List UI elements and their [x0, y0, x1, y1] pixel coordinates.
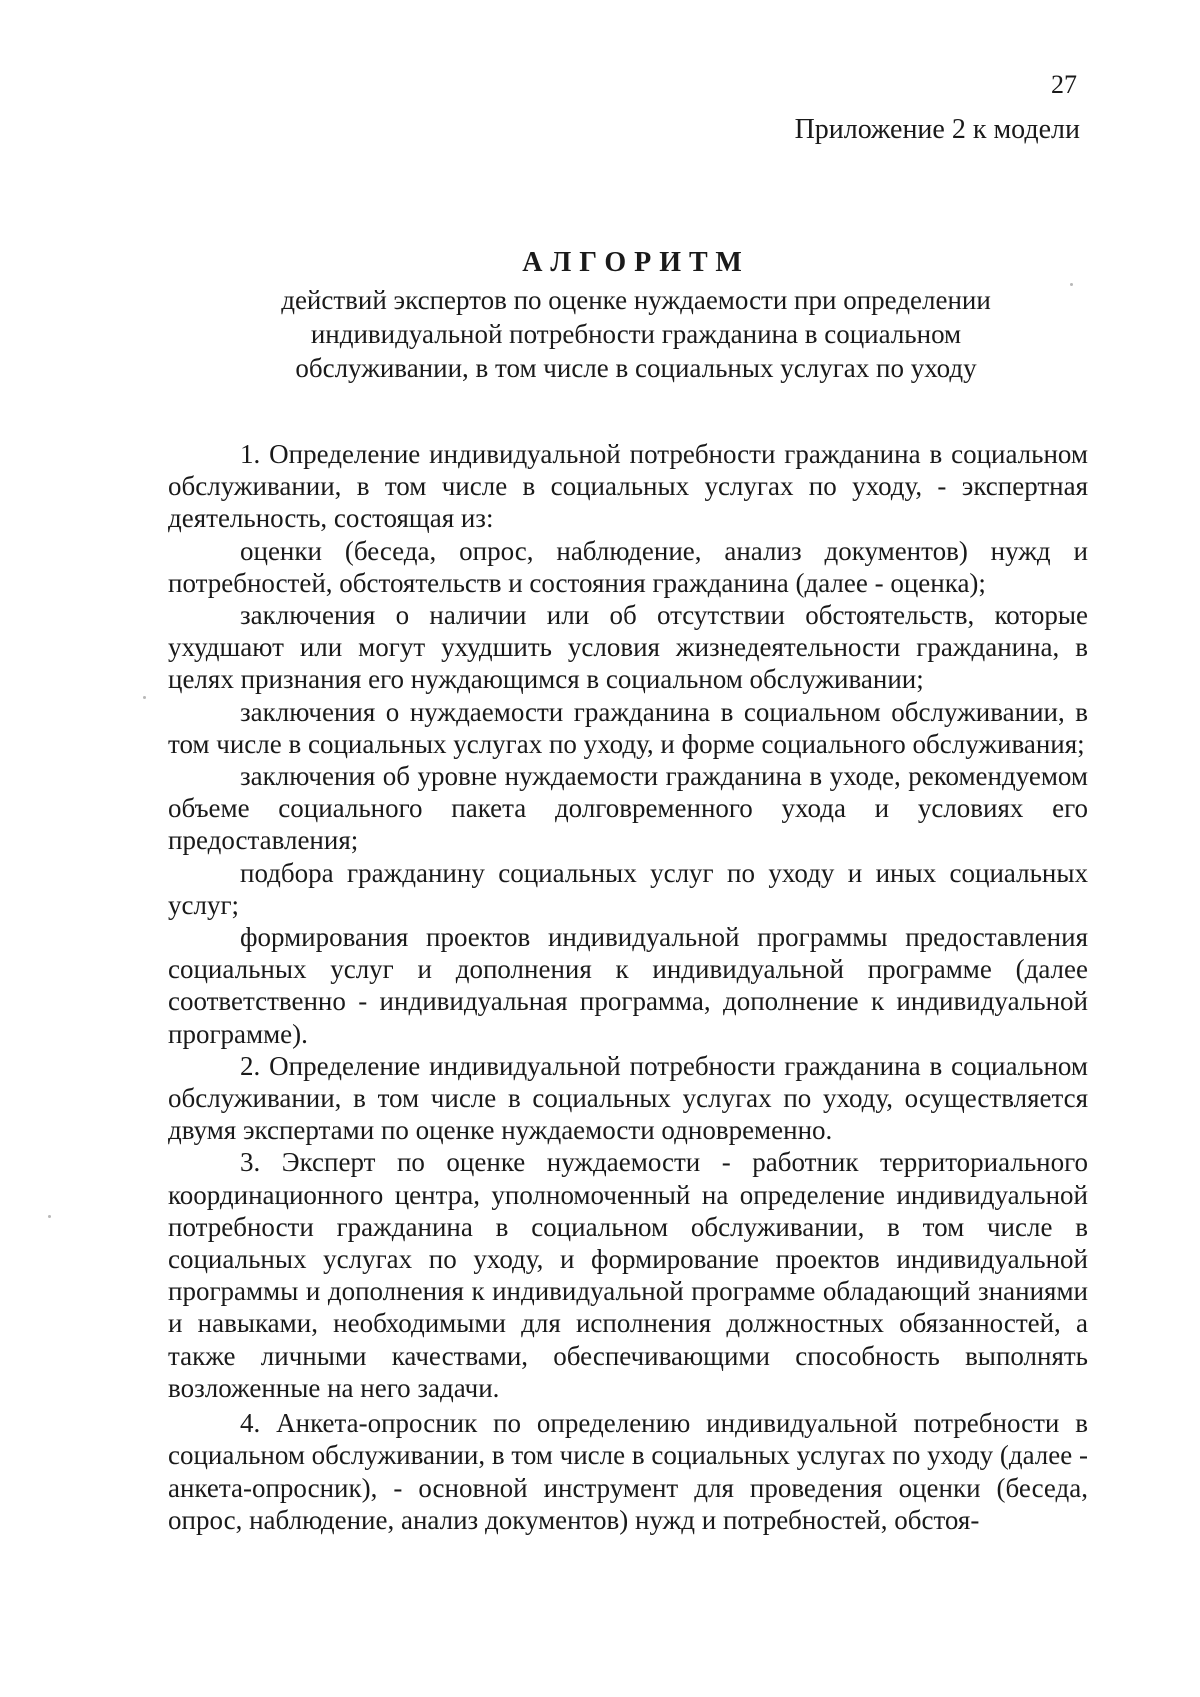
paragraph-1-item-circumstances: заключения о наличии или об отсутствии обстоятельств, которые ухудшают или могут ухудшить условия жизнедеятельности гражданина, в целях признания его нуждающимся в социальном обслуживании; [168, 600, 1088, 695]
page-number: 27 [1051, 70, 1077, 99]
paragraph-1: 1. Определение индивидуальной потребности гражданина в социальном обслуживании, в том числе в социальных услугах по уходу, - экспертная деятельность, состоящая из: [168, 439, 1088, 534]
paragraph-1-item-program: формирования проектов индивидуальной программы предоставления социальных услуг и дополнения к индивидуальной программе (далее соответственно - индивидуальная программа, дополнение к индивидуальной программе). [168, 922, 1088, 1049]
paragraph-4: 4. Анкета-опросник по определению индивидуальной потребности в социальном обслуживании, в том числе в социальных услугах по уходу (далее - анкета-опросник), - основной инструмент для проведения оценки (беседа, опрос, наблюдение, анализ документов) нужд и потребностей, обстоя- [168, 1408, 1088, 1535]
paragraph-1-item-assessment: оценки (беседа, опрос, наблюдение, анализ документов) нужд и потребностей, обстоятельств и состояния гражданина (далее - оценка); [168, 535, 1088, 598]
scan-speck [143, 696, 146, 699]
document-body [168, 438, 1088, 1536]
paragraph-1-item-selection: подбора гражданину социальных услуг по уходу и иных социальных услуг; [168, 857, 1088, 920]
paragraph-3: 3. Эксперт по оценке нуждаемости - работник территориального координационного центра, уполномоченный на определение индивидуальной потребности гражданина в социальном обслуживании, в том числе в социальных услугах по уходу, и формирование проектов индивидуальной программы и дополнения к индивидуальной программе обладающий знаниями и навыками, необходимыми для исполнения должностных обязанностей, а также личными качествами, обеспечивающими способность выполнять возложенные на него задачи. [168, 1147, 1088, 1403]
subtitle-line: индивидуальной потребности гражданина в социальном [310, 319, 962, 349]
document-title: АЛГОРИТМ [522, 247, 750, 278]
title-block [160, 245, 1112, 385]
appendix-label: Приложение 2 к модели [794, 114, 1080, 145]
paragraph-1-item-need: заключения о нуждаемости гражданина в социальном обслуживании, в том числе в социальных услугах по уходу, и форме социального обслуживания; [168, 696, 1088, 759]
subtitle-line: обслуживании, в том числе в социальных услугах по уходу [295, 353, 977, 383]
scan-speck [48, 1215, 51, 1218]
scan-speck [1070, 283, 1073, 286]
paragraph-2: 2. Определение индивидуальной потребности гражданина в социальном обслуживании, в том числе в социальных услугах по уходу, осуществляется двумя экспертами по оценке нуждаемости одновременно. [168, 1050, 1088, 1146]
subtitle-line: действий экспертов по оценке нуждаемости при определении [281, 285, 991, 315]
paragraph-1-item-care-level: заключения об уровне нуждаемости гражданина в уходе, рекомендуемом объеме социального пакета долговременного ухода и условиях его предоставления; [168, 761, 1088, 856]
